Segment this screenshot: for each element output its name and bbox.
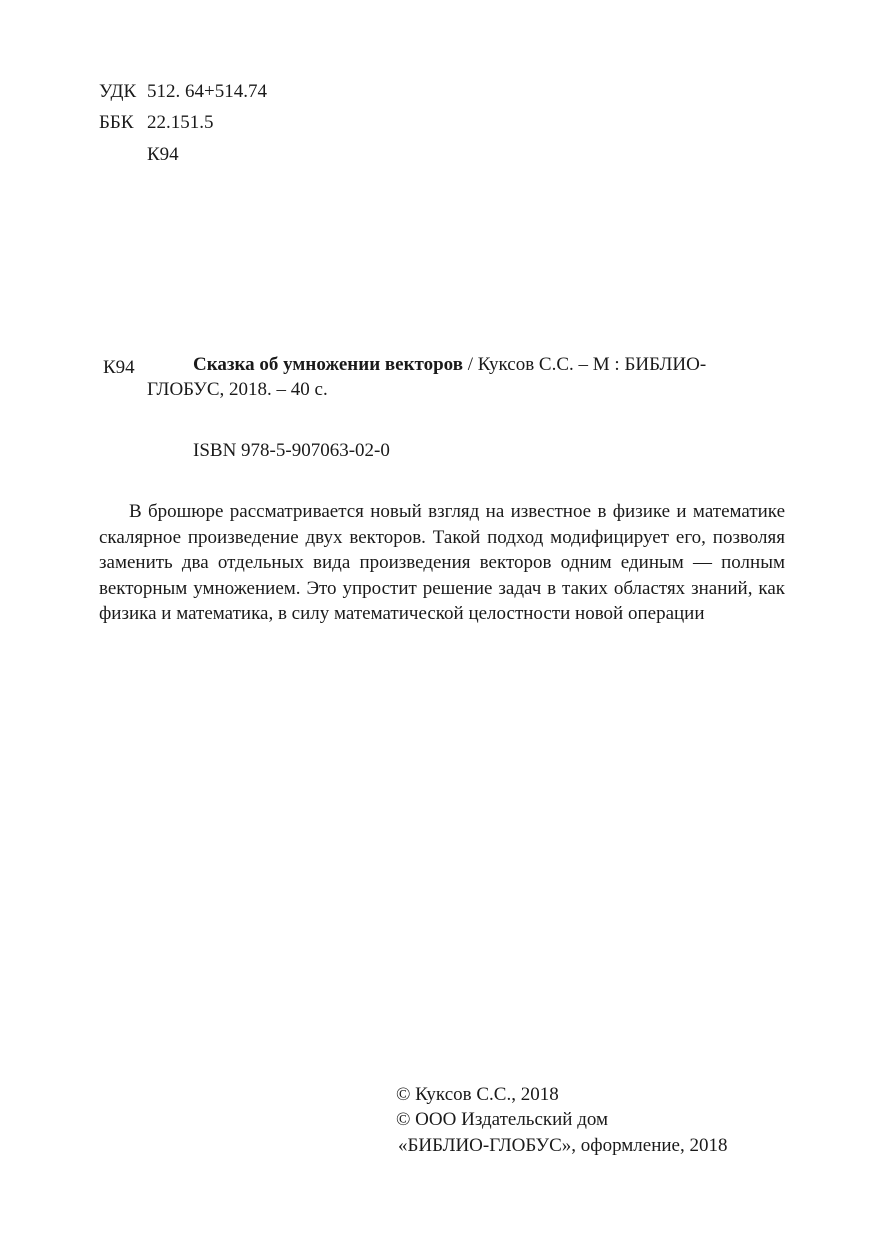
- isbn: ISBN 978-5-907063-02-0: [193, 440, 390, 461]
- udk-label: УДК: [99, 81, 137, 102]
- author-sign: К94: [103, 357, 135, 378]
- book-title: Сказка об умножении векторов: [193, 354, 463, 375]
- copyright-design: «БИБЛИО-ГЛОБУС», оформление, 2018: [398, 1135, 728, 1156]
- annotation-paragraph: В брошюре рассматривается новый взгляд на известное в физике и математике скалярное произведение двух векторов. Такой подход модифицирует его, позволяя заменить два отдельных вида произведения векторов одним единым — полным векторным умножением. Это упростит решение задач в таких областях знаний, как физика и математика, в силу математической целостности новой операции: [99, 501, 785, 624]
- bibliographic-line-2: ГЛОБУС, 2018. – 40 с.: [147, 379, 328, 400]
- copyright-author: © Куксов С.С., 2018: [396, 1084, 559, 1105]
- copyright-publisher: © ООО Издательский дом: [396, 1109, 609, 1130]
- bibliographic-details: / Куксов С.С. – М : БИБЛИО-: [467, 354, 707, 375]
- author-sign-top: К94: [147, 144, 179, 165]
- bbk-label: ББК: [99, 112, 134, 133]
- udk-value: 512. 64+514.74: [147, 81, 267, 102]
- bibliographic-line-1: [193, 355, 706, 374]
- bbk-value: 22.151.5: [147, 112, 214, 133]
